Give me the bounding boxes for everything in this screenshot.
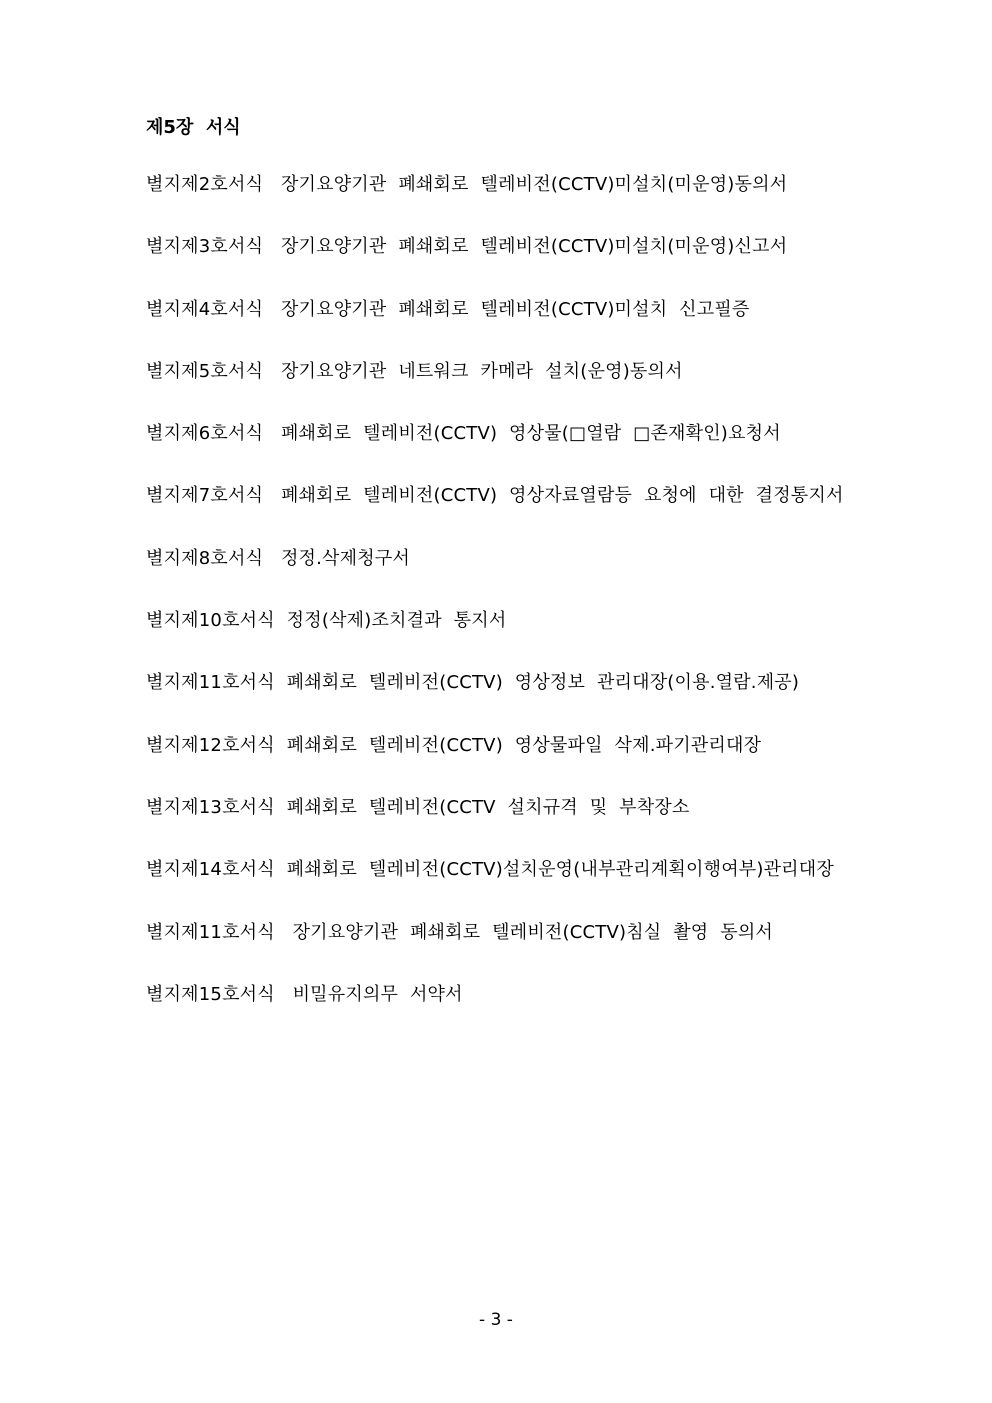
form-list [146,170,844,1042]
form-item-8: 별지제10호서식 정정(삭제)조치결과 통지서 [146,610,507,632]
form-item-12: 별지제14호서식 폐쇄회로 텔레비전(CCTV)설치운영(내부관리계획이행여부)관리대장 [146,859,834,881]
form-item-13: 별지제11호서식 장기요양기관 폐쇄회로 텔레비전(CCTV)침실 촬영 동의서 [146,921,774,943]
form-item-5: 별지제6호서식 폐쇄회로 텔레비전(CCTV) 영상물(□열람 □존재확인)요청서 [146,423,781,445]
page-number: - 3 - [479,1310,513,1330]
form-item-9: 별지제11호서식 폐쇄회로 텔레비전(CCTV) 영상정보 관리대장(이용.열람.제공) [146,672,800,694]
form-item-14: 별지제15호서식 비밀유지의무 서약서 [146,983,463,1005]
form-item-10: 별지제12호서식 폐쇄회로 텔레비전(CCTV) 영상물파일 삭제.파기관리대장 [146,734,762,756]
form-item-1: 별지제2호서식 장기요양기관 폐쇄회로 텔레비전(CCTV)미설치(미운영)동의서 [146,174,788,195]
form-item-2: 별지제3호서식 장기요양기관 폐쇄회로 텔레비전(CCTV)미설치(미운영)신고서 [146,236,788,258]
form-item-6: 별지제7호서식 폐쇄회로 텔레비전(CCTV) 영상자료열람등 요청에 대한 결정통지서 [146,485,844,507]
form-item-3: 별지제4호서식 장기요양기관 폐쇄회로 텔레비전(CCTV)미설치 신고필증 [146,298,750,320]
form-item-11: 별지제13호서식 폐쇄회로 텔레비전(CCTV 설치규격 및 부착장소 [146,796,690,818]
chapter-title: 제5장 서식 [146,117,241,138]
form-item-7: 별지제8호서식 정정.삭제청구서 [146,547,410,569]
form-item-4: 별지제5호서식 장기요양기관 네트워크 카메라 설치(운영)동의서 [146,360,683,382]
